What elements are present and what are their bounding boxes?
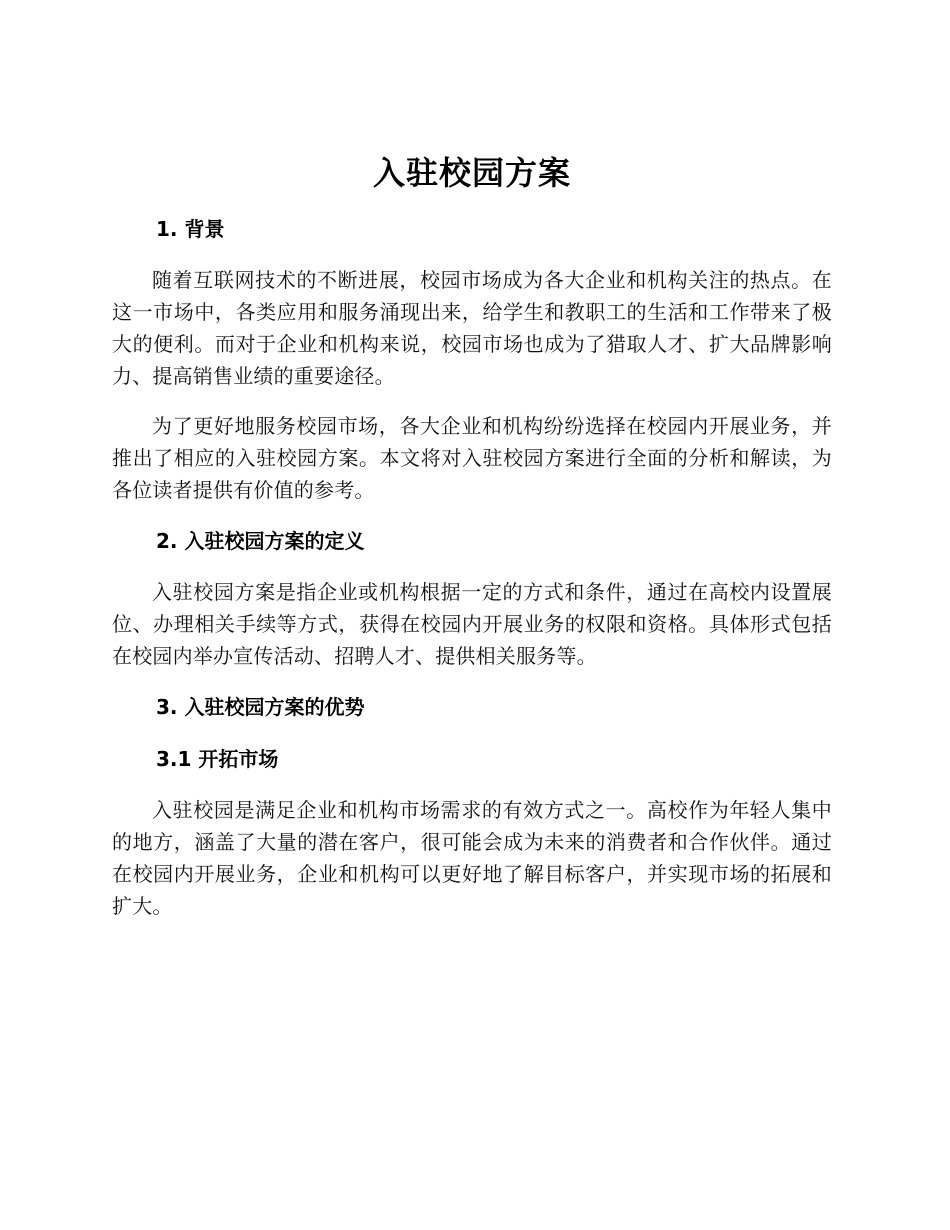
background-paragraph-1: 随着互联网技术的不断进展，校园市场成为各大企业和机构关注的热点。在这一市场中，各类应用和服务涌现出来，给学生和教职工的生活和工作带来了极大的便利。而对于企业和机构来说，校园市场也成为了猎取人才、扩大品牌影响力、提高销售业绩的重要途径。 — [112, 268, 832, 388]
document-content — [112, 150, 832, 940]
subsection-heading-market-expansion: 3.1 开拓市场 — [156, 747, 279, 771]
background-paragraph-2: 为了更好地服务校园市场，各大企业和机构纷纷选择在校园内开展业务，并推出了相应的入驻校园方案。本文将对入驻校园方案进行全面的分析和解读，为各位读者提供有价值的参考。 — [112, 414, 832, 502]
section-heading-advantages: 3. 入驻校园方案的优势 — [156, 695, 365, 719]
market-expansion-paragraph: 入驻校园是满足企业和机构市场需求的有效方式之一。高校作为年轻人集中的地方，涵盖了大量的潜在客户，很可能会成为未来的消费者和合作伙伴。通过在校园内开展业务，企业和机构可以更好地了解目标客户，并实现市场的拓展和扩大。 — [112, 798, 832, 918]
section-heading-definition: 2. 入驻校园方案的定义 — [156, 529, 365, 553]
document-title: 入驻校园方案 — [372, 154, 571, 192]
definition-paragraph: 入驻校园方案是指企业或机构根据一定的方式和条件，通过在高校内设置展位、办理相关手续等方式，获得在校园内开展业务的权限和资格。具体形式包括在校园内举办宣传活动、招聘人才、提供相关服务等。 — [112, 580, 832, 668]
section-heading-background: 1. 背景 — [156, 217, 225, 241]
